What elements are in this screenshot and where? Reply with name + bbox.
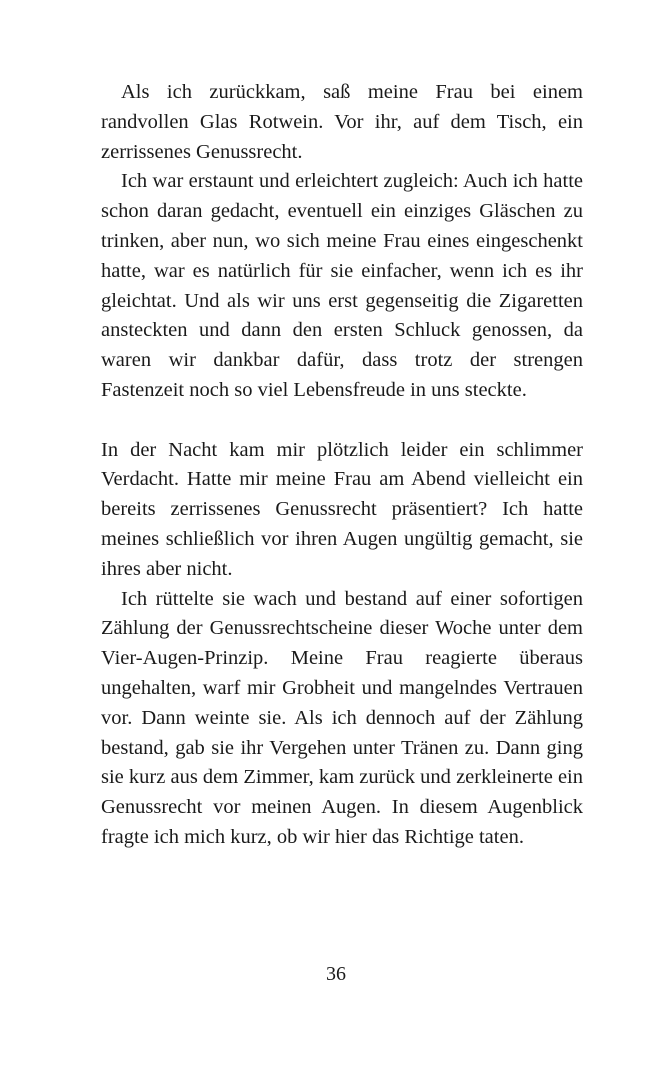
paragraph-3: In der Nacht kam mir plötzlich leider ein schlimmer Verdacht. Hatte mir meine Frau am Abend vielleicht ein bereits zerrissenes Genussrecht präsentiert? Ich hatte meines schließlich vor ihren Augen ungültig gemacht, sie ihres aber nicht. (101, 438, 583, 580)
paragraph-2: Ich war erstaunt und erleichtert zugleich: Auch ich hatte schon daran gedacht, eventuell ein einziges Gläschen zu trinken, aber nun, wo sich meine Frau eines eingeschenkt hatte, war es natürlich für sie einfacher, wenn ich es ihr gleichtat. Und als wir uns erst gegenseitig die Zigaretten ansteckten und dann den ersten Schluck genossen, da waren wir dankbar dafür, dass trotz der strengen Fastenzeit noch so viel Lebensfreude in uns steckte. (101, 170, 583, 401)
page-number: 36 (326, 963, 346, 985)
paragraph-4: Ich rüttelte sie wach und bestand auf einer sofortigen Zählung der Genussrechtscheine dieser Woche unter dem Vier-Augen-Prinzip. Meine Frau reagierte überaus ungehalten, warf mir Grobheit und mangelndes Vertrauen vor. Dann weinte sie. Als ich dennoch auf der Zählung bestand, gab sie ihr Vergehen unter Tränen zu. Dann ging sie kurz aus dem Zimmer, kam zurück und zerkleinerte ein Genussrecht vor meinen Augen. In diesem Augenblick fragte ich mich kurz, ob wir hier das Richtige taten. (101, 587, 583, 848)
body-text (101, 78, 583, 853)
paragraph-1: Als ich zurückkam, saß meine Frau bei einem randvollen Glas Rotwein. Vor ihr, auf dem Tisch, ein zerrissenes Genussrecht. (101, 81, 583, 163)
